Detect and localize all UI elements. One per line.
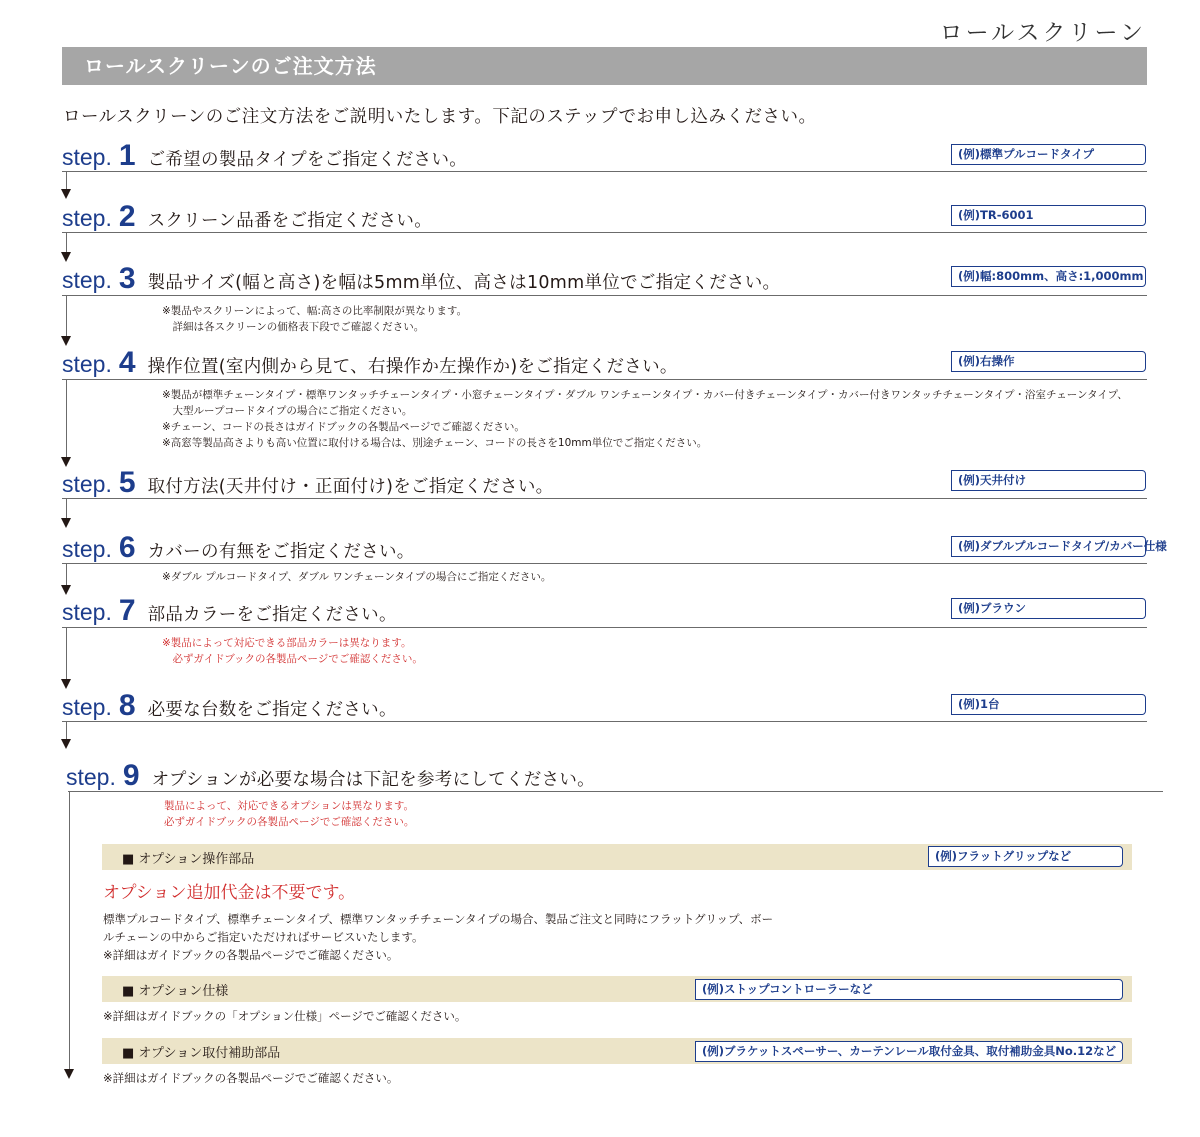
option-label: ■ オプション仕様 <box>122 984 229 999</box>
step-word: step. <box>62 694 112 720</box>
option-label: ■ オプション操作部品 <box>122 852 255 867</box>
step-3 <box>62 262 780 296</box>
option-free-notice: オプション追加代金は不要です。 <box>103 883 356 903</box>
flow-connector <box>69 791 70 1071</box>
body-line: ルチェーンの中からご指定いただければサービスいたします。 <box>103 930 424 944</box>
step-6 <box>62 531 415 565</box>
note-line: ※ダブル プルコードタイプ、ダブル ワンチェーンタイプの場合にご指定ください。 <box>162 571 552 583</box>
step-word: step. <box>62 536 112 562</box>
step-word: step. <box>62 267 112 293</box>
note-line: ※製品が標準チェーンタイプ・標準ワンタッチチェーンタイプ・小窓チェーンタイプ・ダブル ワンチェーンタイプ・カバー付きチェーンタイプ・カバー付きワンタッチチェーンタイプ・浴室チェーンタイプ、 <box>162 389 1128 401</box>
step-7 <box>62 594 397 628</box>
step-8 <box>62 689 397 723</box>
step-word: step. <box>62 205 112 231</box>
step-4 <box>62 346 678 380</box>
step-8-example: (例)1台 <box>951 694 1146 715</box>
body-line: ※詳細はガイドブックの各製品ページでご確認ください。 <box>103 948 399 962</box>
step-word: step. <box>62 471 112 497</box>
flow-connector <box>66 232 67 254</box>
step-word: step. <box>62 599 112 625</box>
option-free-body <box>103 910 773 964</box>
step-instruction: オプションが必要な場合は下記を参考にしてください。 <box>151 770 595 790</box>
flow-arrow-icon <box>61 252 71 262</box>
note-line: 詳細は各スクリーンの価格表下段でご確認ください。 <box>162 321 425 333</box>
step-number: 6 <box>118 531 136 564</box>
step-4-notes <box>162 387 1128 451</box>
banner-title: ロールスクリーンのご注文方法 <box>84 54 377 78</box>
flow-connector <box>66 498 67 520</box>
flow-arrow-icon <box>61 739 71 749</box>
flow-connector <box>66 295 67 338</box>
step-5-example: (例)天井付け <box>951 470 1146 491</box>
step-instruction: 必要な台数をご指定ください。 <box>147 700 397 720</box>
step-instruction: 部品カラーをご指定ください。 <box>147 605 397 625</box>
note-line: 製品によって、対応できるオプションは異なります。 <box>164 800 415 812</box>
flow-arrow-icon <box>61 336 71 346</box>
step-word: step. <box>62 351 112 377</box>
flow-arrow-icon <box>61 189 71 199</box>
note-line: ※チェーン、コードの長さはガイドブックの各製品ページでご確認ください。 <box>162 421 525 433</box>
step-word: step. <box>66 764 116 790</box>
note-line: 必ずガイドブックの各製品ページでご確認ください。 <box>162 653 423 665</box>
step-4-example: (例)右操作 <box>951 351 1146 372</box>
document-category: ロールスクリーン <box>939 20 1146 46</box>
section-banner <box>62 47 1147 85</box>
step-9 <box>66 759 595 793</box>
step-number: 2 <box>118 200 136 233</box>
step-5 <box>62 466 553 500</box>
body-line: 標準プルコードタイプ、標準チェーンタイプ、標準ワンタッチチェーンタイプの場合、製品ご注文と同時にフラットグリップ、ボー <box>103 912 774 926</box>
option-operation-parts-example: (例)フラットグリップなど <box>928 846 1123 867</box>
step-7-notes <box>162 635 423 667</box>
step-6-notes <box>162 569 551 585</box>
step-word: step. <box>62 144 112 170</box>
intro-text: ロールスクリーンのご注文方法をご説明いたします。下記のステップでお申し込みください。 <box>63 107 817 127</box>
step-7-example: (例)ブラウン <box>951 598 1146 619</box>
flow-connector <box>66 563 67 587</box>
step-instruction: 製品サイズ(幅と高さ)を幅は5mm単位、高さは10mm単位でご指定ください。 <box>147 273 781 293</box>
step-instruction: 操作位置(室内側から見て、右操作か左操作か)をご指定ください。 <box>147 357 678 377</box>
option-spec-example: (例)ストップコントローラーなど <box>695 979 1123 1000</box>
flow-connector <box>66 627 67 681</box>
step-number: 3 <box>118 262 136 295</box>
step-number: 1 <box>118 139 136 172</box>
step-number: 5 <box>118 466 136 499</box>
step-2-example: (例)TR-6001 <box>951 205 1146 226</box>
step-instruction: カバーの有無をご指定ください。 <box>147 542 415 562</box>
step-1 <box>62 139 467 173</box>
step-1-example: (例)標準プルコードタイプ <box>951 144 1146 165</box>
step-3-example: (例)幅:800mm、高さ:1,000mm <box>951 266 1146 287</box>
flow-connector <box>66 171 67 191</box>
step-number: 4 <box>118 346 136 379</box>
flow-arrow-icon <box>61 518 71 528</box>
option-mounting-parts-note: ※詳細はガイドブックの各製品ページでご確認ください。 <box>103 1071 399 1085</box>
flow-arrow-icon <box>64 1069 74 1079</box>
option-mounting-parts-example: (例)ブラケットスペーサー、カーテンレール取付金具、取付補助金具No.12など <box>695 1041 1123 1062</box>
option-spec-note: ※詳細はガイドブックの「オプション仕様」ページでご確認ください。 <box>103 1009 467 1023</box>
step-number: 7 <box>118 594 136 627</box>
step-number: 9 <box>122 759 140 792</box>
note-line: 必ずガイドブックの各製品ページでご確認ください。 <box>164 816 415 828</box>
step-instruction: ご希望の製品タイプをご指定ください。 <box>147 150 468 170</box>
step-2 <box>62 200 432 234</box>
note-line: ※高窓等製品高さよりも高い位置に取付ける場合は、別途チェーン、コードの長さを10mm単位でご指定ください。 <box>162 437 708 449</box>
step-instruction: 取付方法(天井付け・正面付け)をご指定ください。 <box>147 477 554 497</box>
step-9-notes <box>164 798 414 830</box>
note-line: 大型ループコードタイプの場合にご指定ください。 <box>162 405 413 417</box>
note-line: ※製品によって対応できる部品カラーは異なります。 <box>162 637 412 649</box>
step-instruction: スクリーン品番をご指定ください。 <box>147 211 433 231</box>
option-label: ■ オプション取付補助部品 <box>122 1046 281 1061</box>
flow-connector <box>66 379 67 459</box>
step-number: 8 <box>118 689 136 722</box>
flow-connector <box>66 721 67 741</box>
step-6-example: (例)ダブルプルコードタイプ/カバー仕様 <box>951 536 1146 557</box>
step-3-notes <box>162 303 467 335</box>
flow-arrow-icon <box>61 679 71 689</box>
note-line: ※製品やスクリーンによって、幅:高さの比率制限が異なります。 <box>162 305 468 317</box>
